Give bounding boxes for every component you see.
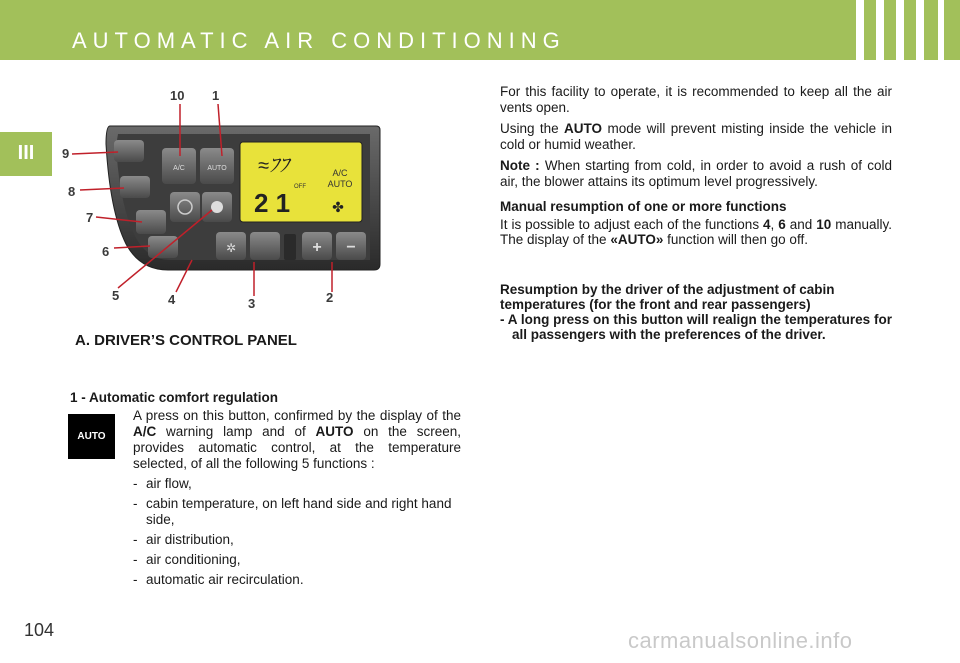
header-stripe [856, 0, 864, 60]
rear-blower-button [250, 232, 280, 260]
header-band [0, 0, 960, 60]
auto-icon-label: AUTO [77, 431, 106, 442]
callout-10: 10 [170, 88, 185, 103]
svg-text:≈ﾌﾌ: ≈ﾌﾌ [258, 155, 289, 177]
resumption-title: Resumption by the driver of the adjustment of cabin temperatures (for the front and rear passengers) [500, 281, 835, 312]
callout-1: 1 [212, 88, 220, 103]
long-press-text: - A long press on this button will realign the temperatures for all passengers with the preferences of the driver. [500, 311, 892, 342]
callout-3: 3 [248, 296, 256, 311]
callout-9: 9 [62, 146, 70, 161]
paragraph-note: Note : When starting from cold, in order to avoid a rush of cold air, the blower attains its optimum level progressively. [500, 158, 892, 189]
chapter-tab-label: III [17, 142, 35, 164]
right-column [500, 84, 892, 349]
auto-comfort-intro: A press on this button, confirmed by the display of the A/C warning lamp and of AUTO on the screen, provides automatic control, at the temperature selected, of all the following 5 functions : [133, 408, 461, 471]
paragraph-auto-mode: Using the AUTO mode will prevent misting inside the vehicle in cold or humid weather. [500, 121, 892, 152]
auto-button-icon [68, 414, 115, 459]
auto-comfort-description [133, 408, 461, 592]
half-circle-button [170, 192, 200, 222]
distribution-button [148, 236, 178, 258]
control-panel-illustration [58, 84, 398, 314]
svg-text:✤: ✤ [332, 200, 344, 216]
lcd-off-label: OFF [294, 184, 306, 190]
list-item: - automatic air recirculation. [133, 572, 304, 587]
watermark: carmanualsonline.info [628, 628, 853, 653]
list-item: - cabin temperature, on left hand side and right hand side, [133, 496, 452, 527]
callout-4: 4 [168, 292, 176, 307]
header-stripe [938, 0, 944, 60]
header-stripe [896, 0, 904, 60]
front-demist-button [114, 140, 144, 162]
list-item: - air distribution, [133, 532, 234, 547]
header-stripe [916, 0, 924, 60]
svg-text:+: + [312, 239, 322, 256]
section-title-auto-comfort: 1 - Automatic comfort regulation [70, 390, 279, 405]
lcd-auto-label: AUTO [327, 179, 353, 189]
header-stripe [876, 0, 884, 60]
figure-caption: A. DRIVER’S CONTROL PANEL [75, 332, 297, 349]
callout-2: 2 [326, 290, 334, 305]
lcd-ac-label: A/C [332, 168, 348, 178]
svg-text:2 1: 2 1 [254, 188, 291, 218]
function-list [133, 476, 461, 588]
callout-7: 7 [86, 210, 94, 225]
ac-button-label: A/C [173, 165, 185, 172]
rear-demist-button [120, 176, 150, 198]
control-panel-figure [58, 84, 398, 314]
callout-5: 5 [112, 288, 120, 303]
auto-button-label: AUTO [207, 165, 227, 172]
callout-6: 6 [102, 244, 110, 259]
page-number: 104 [24, 620, 55, 640]
list-item: - air conditioning, [133, 552, 241, 567]
callout-8: 8 [68, 184, 76, 199]
svg-text:−: − [346, 239, 356, 256]
paragraph-manual: It is possible to adjust each of the functions 4, 6 and 10 manually. The display of the «AUTO» function will then go off. [500, 216, 892, 247]
svg-text:✲: ✲ [225, 241, 237, 255]
list-item: - air flow, [133, 476, 192, 491]
chapter-tab [0, 132, 52, 176]
page-title: AUTOMATIC AIR CONDITIONING [72, 28, 566, 53]
paragraph-vents: For this facility to operate, it is recommended to keep all the air vents open. [500, 84, 892, 115]
manual-resumption-title: Manual resumption of one or more functions [500, 199, 787, 214]
